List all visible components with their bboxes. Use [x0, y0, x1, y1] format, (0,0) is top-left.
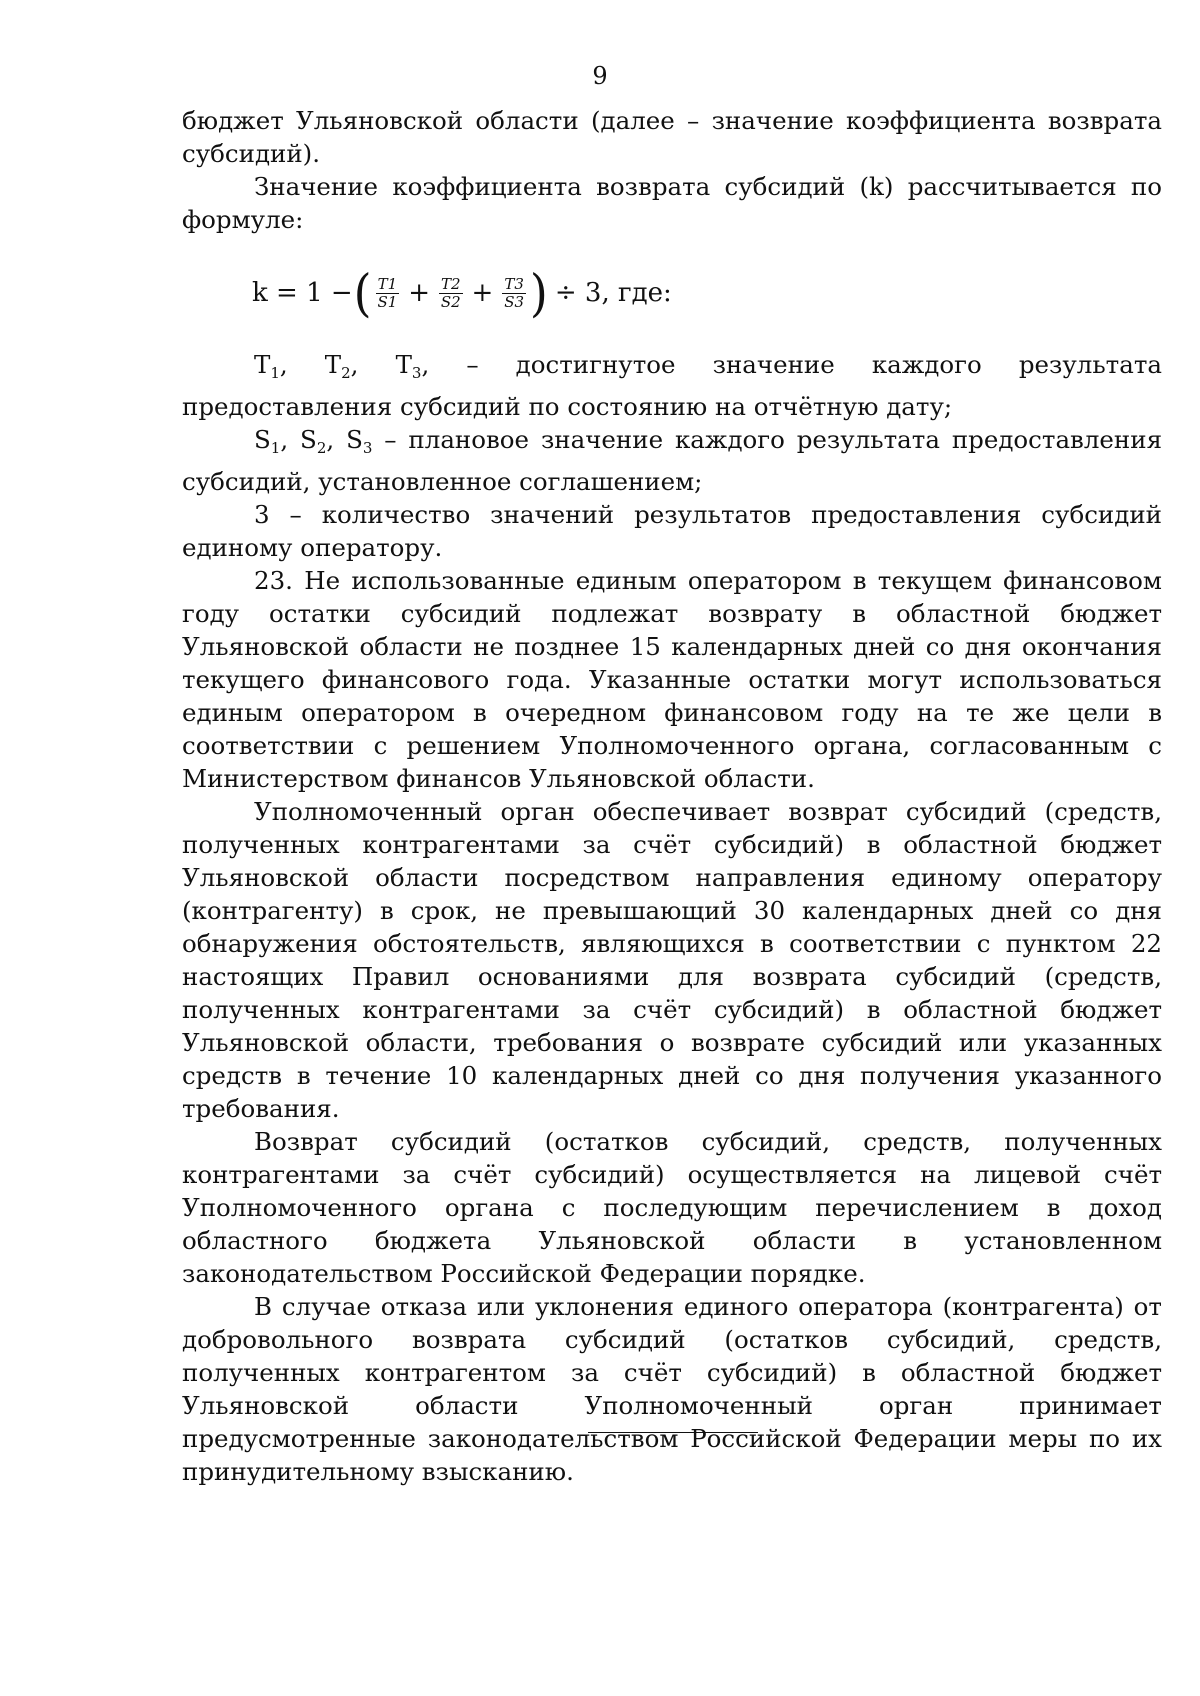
s-symbol: S [346, 425, 363, 454]
s-index-2: 2 [316, 439, 327, 457]
definition-3: 3 – количество значений результатов предоставления субсидий единому оператору. [182, 500, 1162, 562]
fraction-2-numerator: T2 [440, 274, 461, 293]
definition-t-text: – достигнутое значение каждого результата предоставления субсидий по состоянию на отчётную дату; [182, 350, 1163, 421]
s-index-3: 3 [362, 439, 373, 457]
paragraph-intro: бюджет Ульяновской области (далее – значение коэффициента возврата субсидий). [182, 106, 1162, 168]
fraction-2 [439, 276, 463, 311]
s-index-1: 1 [270, 439, 281, 457]
definition-s-text: – плановое значение каждого результата предоставления субсидий, установленное соглашением; [182, 425, 1163, 496]
fraction-2-denominator: S2 [440, 292, 461, 311]
t-index-1: 1 [270, 364, 280, 382]
paragraph-refusal: В случае отказа или уклонения единого оператора (контрагента) от добровольного возврата субсидий (остатков субсидий, средств, полученных контрагентом за счёт субсидий) в областной бюджет Ульяновской области Уполномоченный орган принимает предусмотренные законодательством Российской Федерации меры по их принудительному взысканию. [182, 1292, 1162, 1486]
definition-t: $T_1$, $T_2$, $T_3$, – достигнутое значение каждого результата предоставления субсидий по состоянию на отчётную дату; [182, 350, 1163, 421]
document-body [182, 104, 1162, 1488]
t-symbol: T [254, 350, 271, 379]
fraction-3 [502, 276, 526, 311]
t-index-2: 2 [341, 364, 351, 382]
formula-open-paren: ( [353, 263, 372, 323]
plus-sign-1: + [408, 277, 430, 308]
definition-s: $S_1$, $S_2$, $S_3$ – плановое значение каждого результата предоставления субсидий, установленное соглашением; [182, 425, 1163, 496]
paragraph-formula-intro: Значение коэффициента возврата субсидий (k) рассчитывается по формуле: [182, 172, 1162, 234]
coefficient-formula [252, 254, 1162, 332]
fraction-1 [376, 276, 400, 311]
fraction-1-numerator: T1 [377, 274, 398, 293]
fraction-3-numerator: T3 [504, 274, 524, 293]
fraction-1-denominator: S1 [377, 292, 398, 311]
fraction-3-denominator: S3 [504, 292, 525, 311]
s-symbol: S [254, 425, 271, 454]
page-number: 9 [592, 62, 608, 90]
end-divider [588, 1432, 758, 1433]
paragraph-return-account: Возврат субсидий (остатков субсидий, средств, полученных контрагентами за счёт субсидий) осуществляется на лицевой счёт Уполномоченного органа с последующим перечислением в доход областного бюджета Ульяновской области в установленном законодательством Российской Федерации порядке. [182, 1127, 1162, 1288]
formula-lhs: k = 1 − [252, 277, 353, 308]
formula-close-paren: ) [529, 263, 548, 323]
t-symbol: T [395, 350, 412, 379]
paragraph-authority-return: Уполномоченный орган обеспечивает возврат субсидий (средств, полученных контрагентами за счёт субсидий) в областной бюджет Ульяновской области посредством направления единому оператору (контрагенту) в срок, не превышающий 30 календарных дней со дня обнаружения обстоятельств, являющихся в соответствии с пунктом 22 настоящих Правил основаниями для возврата субсидий (средств, полученных контрагентами за счёт субсидий) в областной бюджет Ульяновской области, требования о возврате субсидий или указанных средств в течение 10 календарных дней со дня получения указанного требования. [182, 797, 1162, 1123]
t-symbol: T [324, 350, 342, 379]
t-index-3: 3 [411, 364, 422, 382]
plus-sign-2: + [471, 277, 494, 308]
paragraph-23: 23. Не использованные единым оператором в текущем финансовом году остатки субсидий подлежат возврату в областной бюджет Ульяновской области не позднее 15 календарных дней со дня окончания текущего финансового года. Указанные остатки могут использоваться единым оператором в очередном финансовом году на те же цели в соответствии с решением Уполномоченного органа, согласованным с Министерством финансов Ульяновской области. [182, 566, 1162, 793]
s-symbol: S [300, 425, 317, 454]
formula-tail: ÷ 3, где: [554, 277, 672, 308]
